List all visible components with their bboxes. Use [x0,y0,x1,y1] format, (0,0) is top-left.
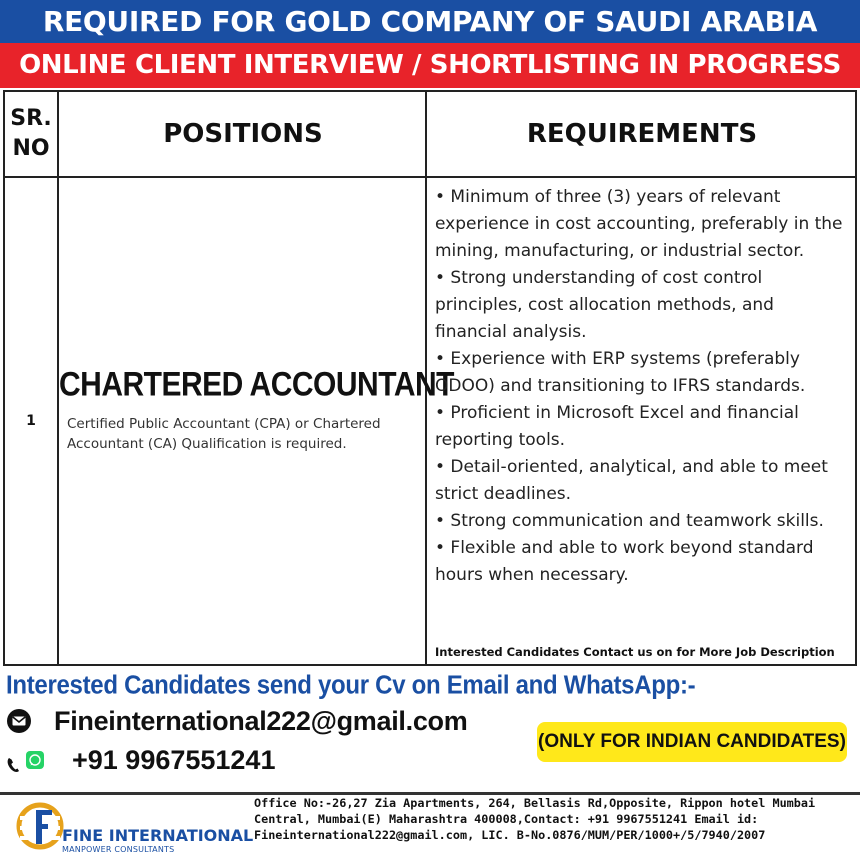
positions-table [3,90,857,666]
contact-note: Interested Candidates Contact us on for More Job Description [435,645,835,659]
phone-link[interactable]: +91 9967551241 [72,744,276,775]
requirements-list [435,184,851,589]
position-note: Certified Public Accountant (CPA) or Chartered Accountant (CA) Qualification is required. [67,416,381,452]
email-link[interactable]: Fineinternational222@gmail.com [54,705,468,736]
email-row [6,704,467,738]
column-header-requirements: REQUIREMENTS [526,119,758,149]
brand-name: FINE INTERNATIONAL [62,826,254,845]
requirement-item: • Experience with ERP systems (preferably ODOO) and transitioning to IFRS standards. [435,349,806,396]
header-title: REQUIRED FOR GOLD COMPANY OF SAUDI ARABIA [0,0,860,43]
contact-heading: Interested Candidates send your Cv on Email and WhatsApp:- [6,670,696,701]
email-icon [6,708,32,734]
requirement-item: • Strong understanding of cost control principles, cost allocation methods, and financial analysis. [435,268,774,342]
whatsapp-icon [26,751,44,769]
requirement-item: • Proficient in Microsoft Excel and financial reporting tools. [435,403,799,450]
brand-subtitle: MANPOWER CONSULTANTS [62,845,175,854]
logo-emblem-icon [16,800,64,850]
column-header-srno-line2: NO [12,136,50,161]
header-subtitle: ONLINE CLIENT INTERVIEW / SHORTLISTING IN PROGRESS [0,43,860,88]
phone-icon [6,756,22,774]
column-header-srno-line1: SR. [10,106,52,131]
requirement-item: • Flexible and able to work beyond standard hours when necessary. [435,538,814,585]
column-header-srno [5,92,57,176]
indian-candidates-badge: (ONLY FOR INDIAN CANDIDATES) [537,722,847,762]
requirement-item: • Strong communication and teamwork skills. [435,511,824,531]
phone-row [6,742,275,778]
table-divider [5,176,855,178]
row-number: 1 [26,413,36,429]
requirement-item: • Detail-oriented, analytical, and able to meet strict deadlines. [435,457,828,504]
position-title: CHARTERED ACCOUNTANT [59,365,454,404]
requirement-item: • Minimum of three (3) years of relevant experience in cost accounting, preferably in the mining, manufacturing, or industrial sector. [435,187,843,261]
office-address: Office No:-26,27 Zia Apartments, 264, Bellasis Rd,Opposite, Rippon hotel Mumbai Central, Mumbai(E) Maharashtra 400008,Contact: +91 9967551241 Email id: Fineinternational222@gmail.com, LIC. B-No.0876/MUM/PER/1000+/5/7940/2007 [254,796,816,842]
column-header-positions: POSITIONS [163,119,323,149]
